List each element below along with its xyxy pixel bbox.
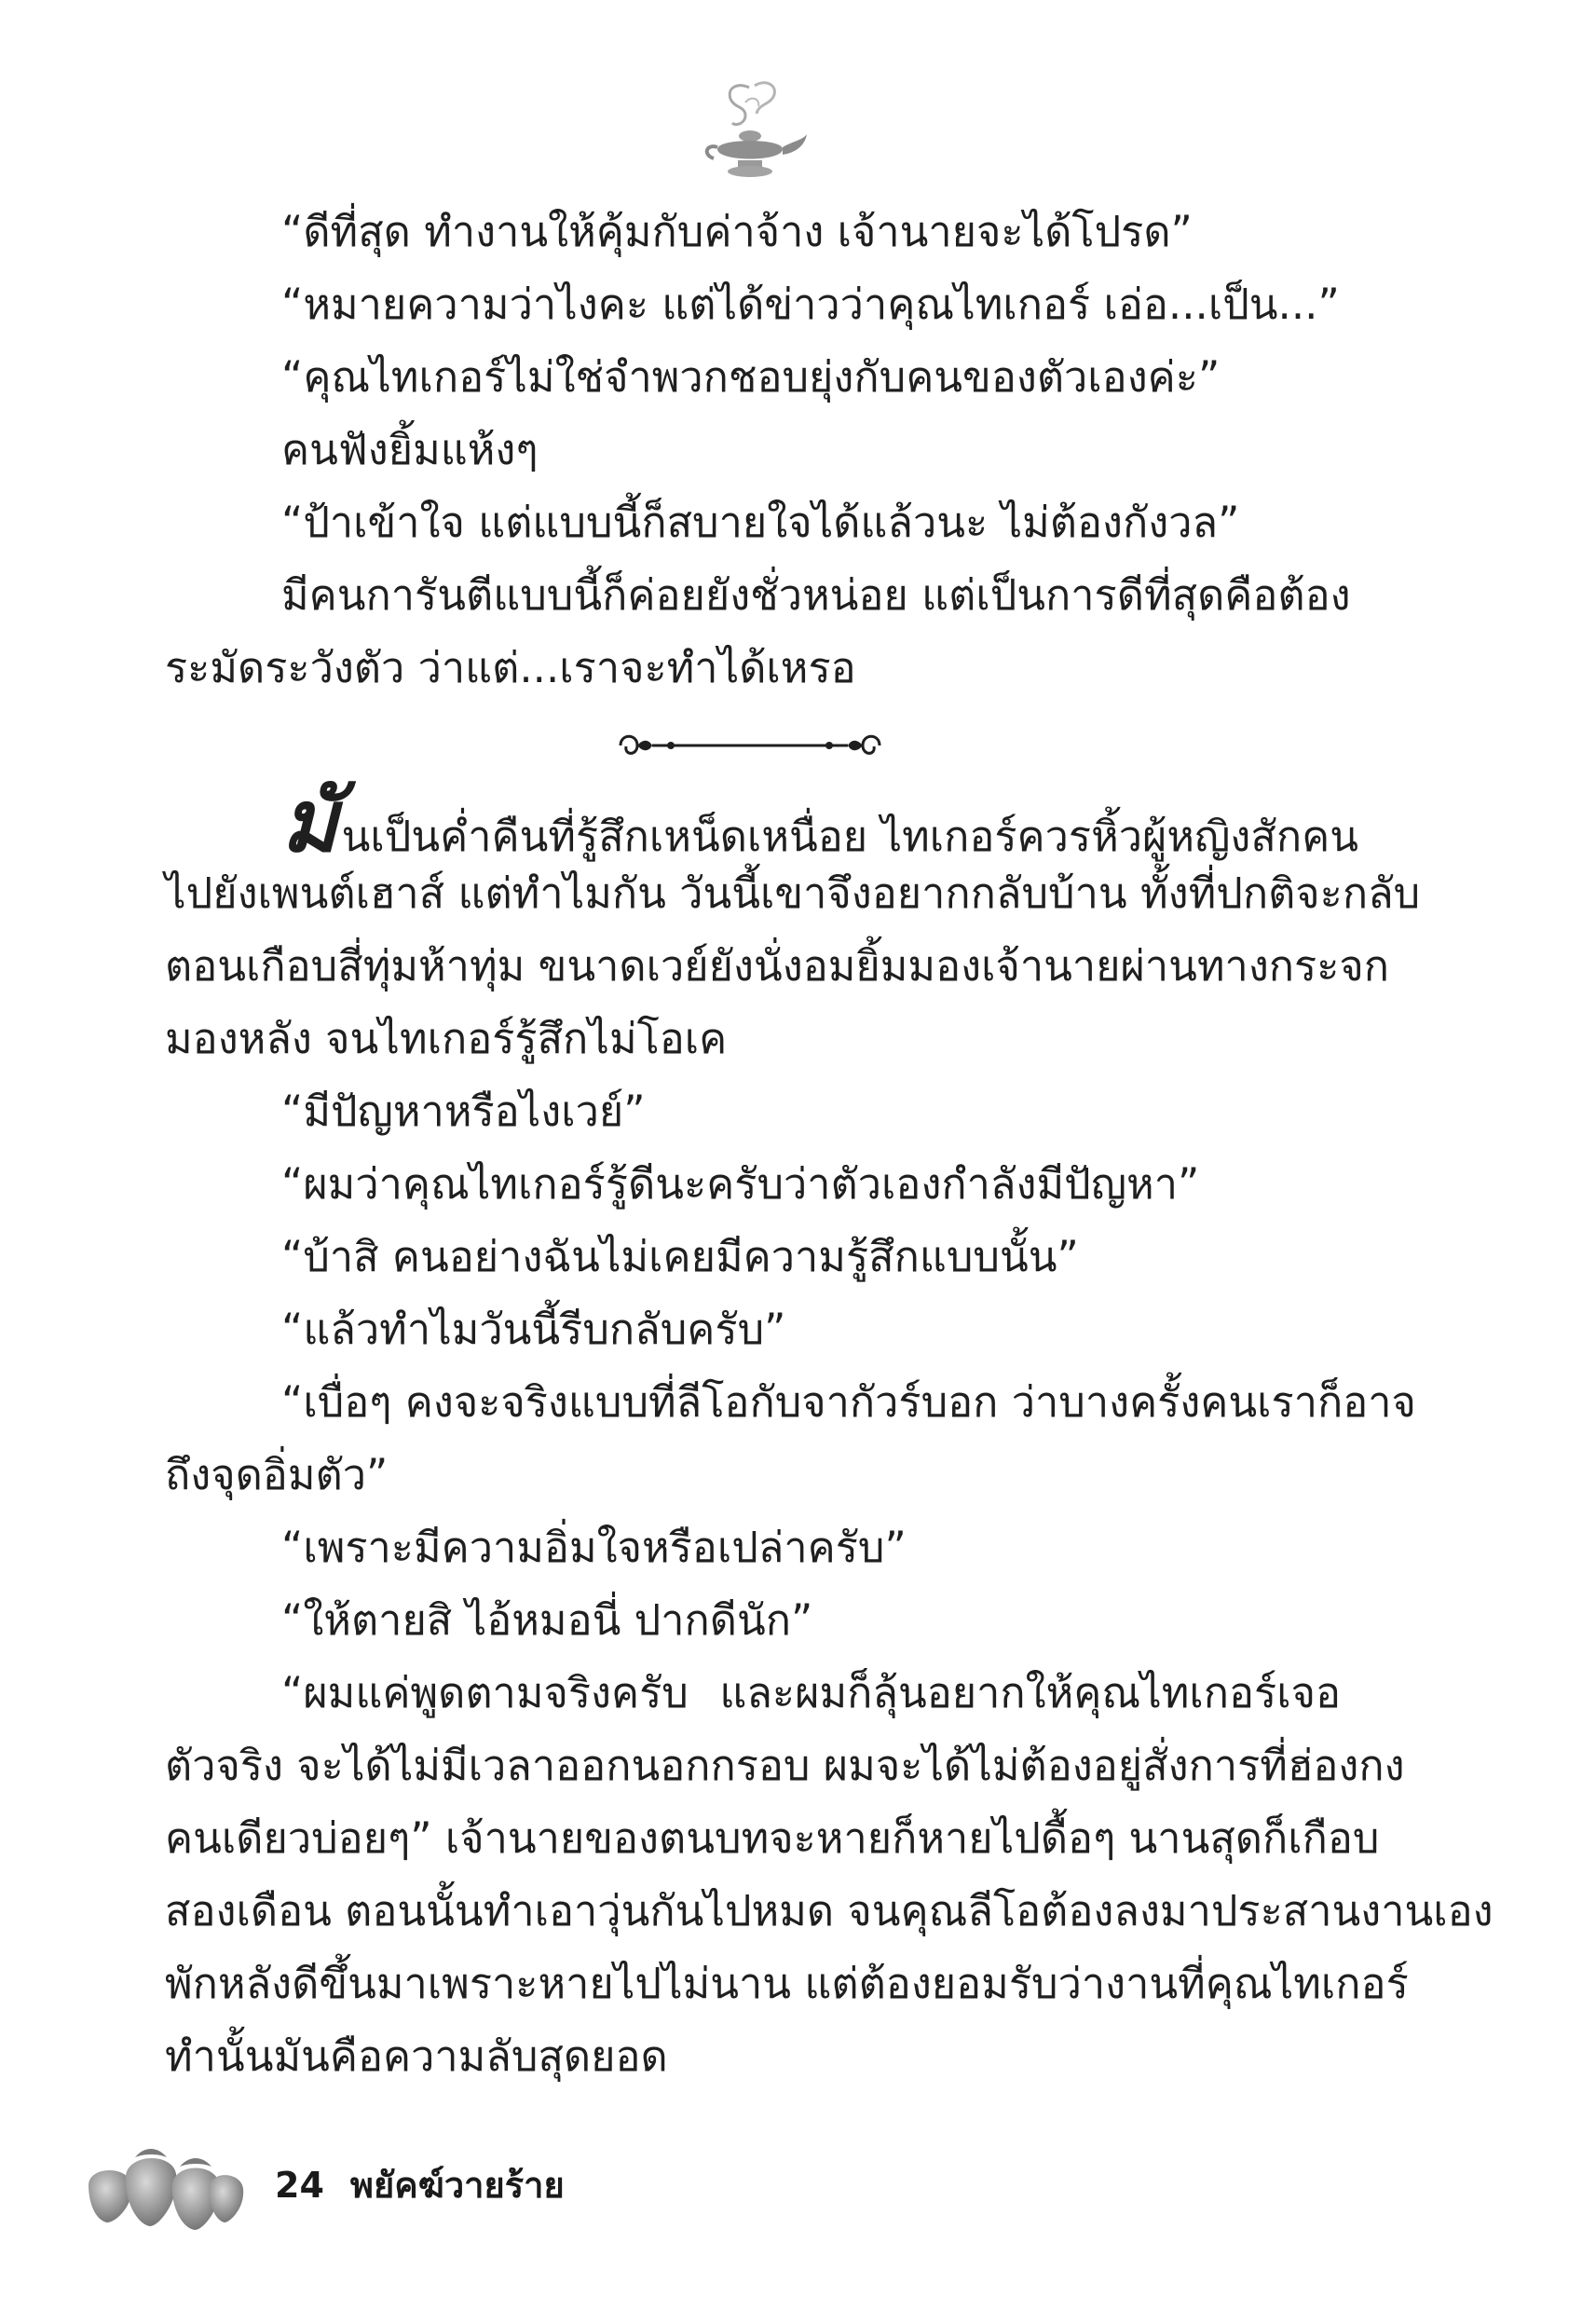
text-line: “ให้ตายสิ ไอ้หมอนี่ ปากดีนัก” [281, 1595, 813, 1645]
text-line: ระมัดระวังตัว ว่าแต่...เราจะทำได้เหรอ [165, 643, 856, 692]
drop-cap: มั [281, 771, 338, 871]
book-title: พยัคฆ์วายร้าย [349, 2165, 565, 2206]
genie-lamp-icon [689, 75, 811, 186]
text-line: “แล้วทำไมวันนี้รีบกลับครับ” [281, 1305, 786, 1354]
text-line: “ป้าเข้าใจ แต่แบบนี้ก็สบายใจได้แล้วนะ ไม่ต้องกังวล” [281, 498, 1240, 547]
text-line: ตอนเกือบสี่ทุ่มห้าทุ่ม ขนาดเวย์ยังนั่งอมยิ้มมองเจ้านายผ่านทางกระจก [165, 941, 1389, 991]
chapter-first-line-text: นเป็นค่ำคืนที่รู้สึกเหน็ดเหนื่อย ไทเกอร์ควรหิ้วผู้หญิงสักคน [341, 812, 1358, 861]
text-line: “เบื่อๆ คงจะจริงแบบที่ลีโอกับจากัวร์บอก ว่าบางครั้งคนเราก็อาจ [281, 1377, 1416, 1427]
text-line: “หมายความว่าไงคะ แต่ได้ข่าวว่าคุณไทเกอร์ เอ่อ...เป็น...” [281, 280, 1340, 329]
strawberries-icon [79, 2129, 247, 2236]
text-line: มีคนการันตีแบบนี้ก็ค่อยยังชั่วหน่อย แต่เป็นการดีที่สุดคือต้อง [281, 570, 1351, 620]
text-line: “เพราะมีความอิ่มใจหรือเปล่าครับ” [281, 1523, 907, 1572]
chapter-opening-line [165, 771, 1358, 871]
text-line: “ดีที่สุด ทำงานให้คุ้มกับค่าจ้าง เจ้านายจะได้โปรด” [281, 207, 1193, 256]
text-line: “มีปัญหาหรือไงเวย์” [281, 1087, 646, 1136]
text-line: ถึงจุดอิ่มตัว” [165, 1450, 389, 1499]
text-line: มองหลัง จนไทเกอร์รู้สึกไม่โอเค [165, 1014, 728, 1063]
text-line: “บ้าสิ คนอย่างฉันไม่เคยมีความรู้สึกแบบนั้น” [281, 1232, 1079, 1281]
text-line: พักหลังดีขึ้นมาเพราะหายไปไม่นาน แต่ต้องยอมรับว่างานที่คุณไทเกอร์ [165, 1959, 1409, 2008]
flourish-divider-icon [615, 722, 885, 769]
text-line: คนฟังยิ้มแห้งๆ [281, 425, 539, 474]
text-line: “ผมแค่พูดตามจริงครับ และผมก็ลุ้นอยากให้คุณไทเกอร์เจอ [281, 1668, 1341, 1717]
text-line: คนเดียวบ่อยๆ” เจ้านายของตนบทจะหายก็หายไปดื้อๆ นานสุดก็เกือบ [165, 1813, 1380, 1863]
text-line: “ผมว่าคุณไทเกอร์รู้ดีนะครับว่าตัวเองกำลังมีปัญหา” [281, 1159, 1200, 1209]
text-line: ทำนั้นมันคือความลับสุดยอด [165, 2031, 668, 2081]
text-line: สองเดือน ตอนนั้นทำเอาวุ่นกันไปหมด จนคุณลีโอต้องลงมาประสานงานเอง [165, 1886, 1494, 1935]
text-line: “คุณไทเกอร์ไม่ใช่จำพวกชอบยุ่งกับคนของตัวเองค่ะ” [281, 352, 1221, 402]
page-footer [275, 2153, 565, 2218]
text-line: ไปยังเพนต์เฮาส์ แต่ทำไมกัน วันนี้เขาจึงอยากกลับบ้าน ทั้งที่ปกติจะกลับ [165, 868, 1421, 918]
page-number: 24 [275, 2165, 324, 2206]
text-line: ตัวจริง จะได้ไม่มีเวลาออกนอกกรอบ ผมจะได้ไม่ต้องอยู่สั่งการที่ฮ่องกง [165, 1741, 1405, 1790]
